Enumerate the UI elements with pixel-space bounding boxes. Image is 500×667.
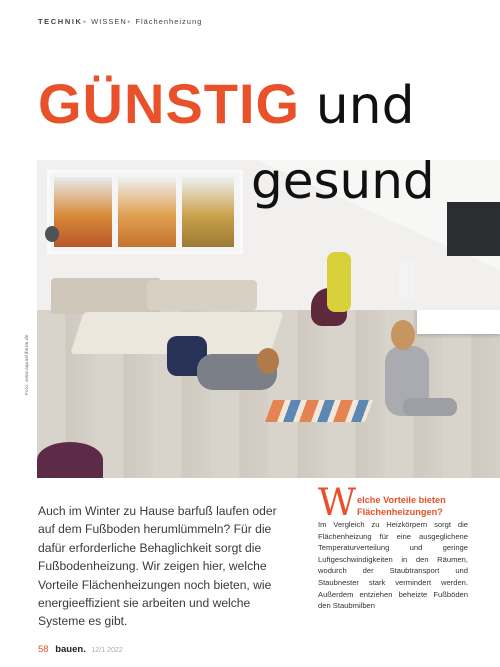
photo-game-cards: [265, 400, 373, 422]
headline-rest: und: [315, 76, 415, 136]
photo-tv: [447, 202, 500, 256]
section-header: [38, 17, 202, 26]
header-separator-icon: ▸: [83, 19, 88, 26]
header-separator-icon: ▸: [127, 19, 132, 26]
photo-girl-sitting: [367, 320, 457, 440]
photo-pouf: [37, 442, 103, 478]
issue-label: 12/1 2022: [91, 647, 123, 654]
sidebar-heading-line1: elche Vorteile bieten: [357, 495, 446, 505]
sidebar-box: [318, 481, 468, 612]
page-number: 58: [38, 644, 49, 655]
headline-line2: gesund: [251, 152, 435, 210]
sidebar-heading-line2: Flächenheizungen?: [357, 506, 443, 517]
header-topic: Flächenheizung: [135, 17, 203, 26]
page-footer: [38, 644, 123, 655]
photo-vase: [399, 260, 415, 300]
magazine-name: bauen.: [55, 644, 86, 655]
photo-woman: [327, 252, 351, 312]
photo-girl-lying: [167, 336, 287, 396]
photo-lamp: [45, 226, 59, 242]
dropcap: W: [318, 481, 357, 524]
sidebar-body: Im Vergleich zu Heizkörpern sorgt die Flächenheizung für eine ausgeglichene Temperaturverteilung und geringe Luftgeschwindigkeiten in den Räumen, wodurch der Staubtransport und Staubnester stark vermindert werden. Außerdem entziehen beheizte Fußböden den Staubmilben: [318, 520, 468, 611]
photo-window: [47, 170, 243, 254]
headline-accent: GÜNSTIG: [38, 72, 301, 135]
photo-sofa-right: [147, 280, 257, 310]
photo-sofa: [51, 278, 161, 314]
header-subcategory: WISSEN: [91, 17, 127, 26]
intro-paragraph: Auch im Winter zu Hause barfuß laufen oder auf dem Fußboden herumlümmeln? Für die dafür erforderliche Behaglichkeit sorgt die Fußbodenheizung. Wir zeigen hier, welche Vorteile Flächenheizungen noch bieten, wie energieeffizient sie arbeiten und welche Systeme es gibt.: [38, 504, 277, 629]
header-category: TECHNIK: [38, 17, 83, 26]
photo-credit: Foto: www.aquaeltherm.de: [24, 334, 29, 395]
headline: [38, 72, 415, 136]
